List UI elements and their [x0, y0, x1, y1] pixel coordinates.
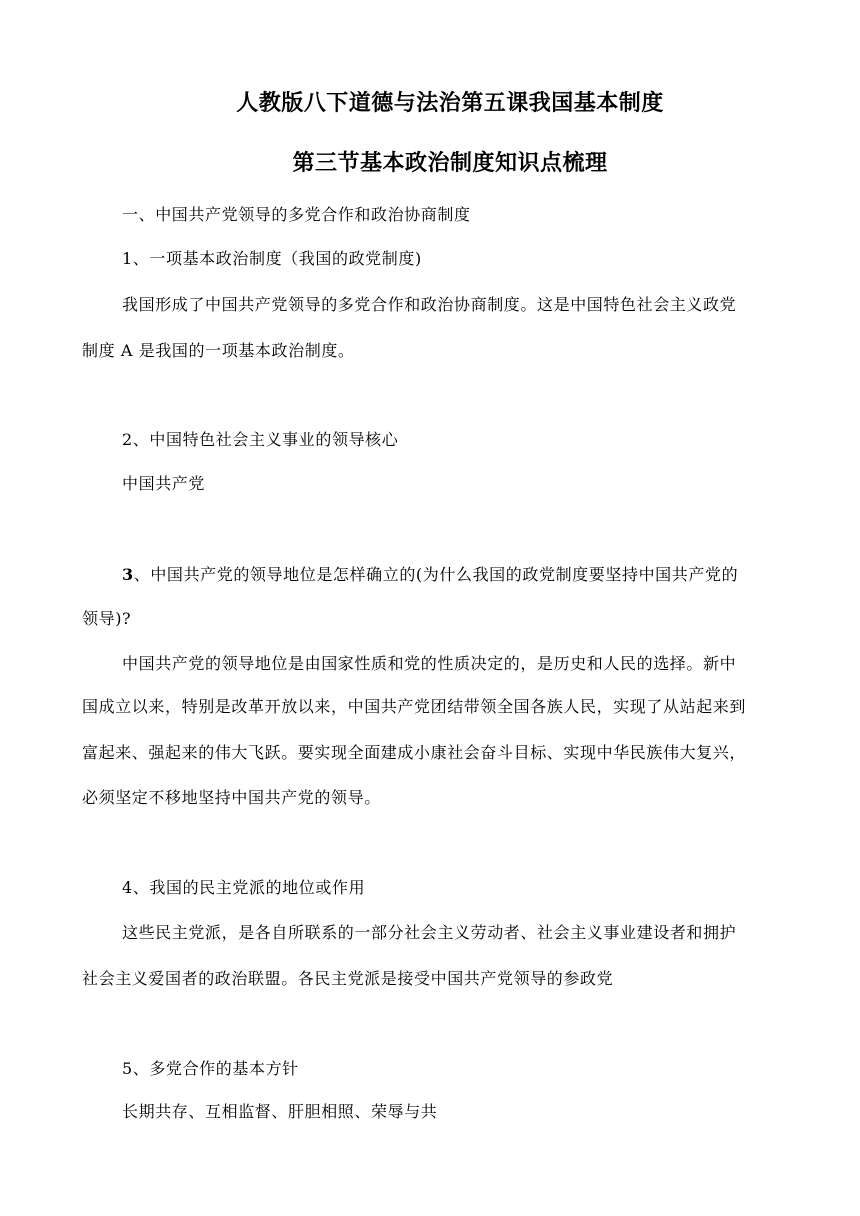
section-heading-main: 一、中国共产党领导的多党合作和政治协商制度 — [122, 205, 471, 224]
s5-body: 长期共存、互相监督、肝胆相照、荣辱与共 — [122, 1102, 438, 1121]
s4-heading: 4、我国的民主党派的地位或作用 — [122, 878, 366, 897]
s4-body-line2: 社会主义爱国者的政治联盟。各民主党派是接受中国共产党领导的参政党 — [82, 969, 614, 988]
s3-heading-text: 、中国共产党的领导地位是怎样确立的(为什么我国的政党制度要坚持中国共产党的 — [133, 565, 739, 584]
s1-heading: 1、一项基本政治制度（我国的政党制度) — [122, 249, 422, 268]
s1-body-line1: 我国形成了中国共产党领导的多党合作和政治协商制度。这是中国特色社会主义政党 — [122, 295, 737, 314]
s1-body-line2: 制度 A 是我国的一项基本政治制度。 — [82, 341, 355, 360]
s5-heading: 5、多党合作的基本方针 — [122, 1059, 299, 1078]
s3-body-line3: 富起来、强起来的伟大飞跃。要实现全面建成小康社会奋斗目标、实现中华民族伟大复兴， — [82, 743, 747, 762]
s3-heading-line1 — [122, 565, 738, 585]
s3-body-line1: 中国共产党的领导地位是由国家性质和党的性质决定的，是历史和人民的选择。新中 — [122, 654, 737, 673]
document-title: 人教版八下道德与法治第五课我国基本制度 — [236, 91, 664, 116]
s3-heading-number: 3 — [122, 565, 134, 584]
document-subtitle: 第三节基本政治制度知识点梳理 — [292, 151, 608, 176]
s2-heading: 2、中国特色社会主义事业的领导核心 — [122, 430, 399, 449]
s3-body-line4: 必须坚定不移地坚持中国共产党的领导。 — [82, 788, 381, 807]
s2-body: 中国共产党 — [122, 474, 206, 493]
s3-body-line2: 国成立以来，特别是改革开放以来，中国共产党团结带领全国各族人民，实现了从站起来到 — [82, 697, 747, 716]
s3-heading-line2: 领导)? — [82, 609, 132, 628]
s4-body-line1: 这些民主党派，是各自所联系的一部分社会主义劳动者、社会主义事业建设者和拥护 — [122, 923, 737, 942]
